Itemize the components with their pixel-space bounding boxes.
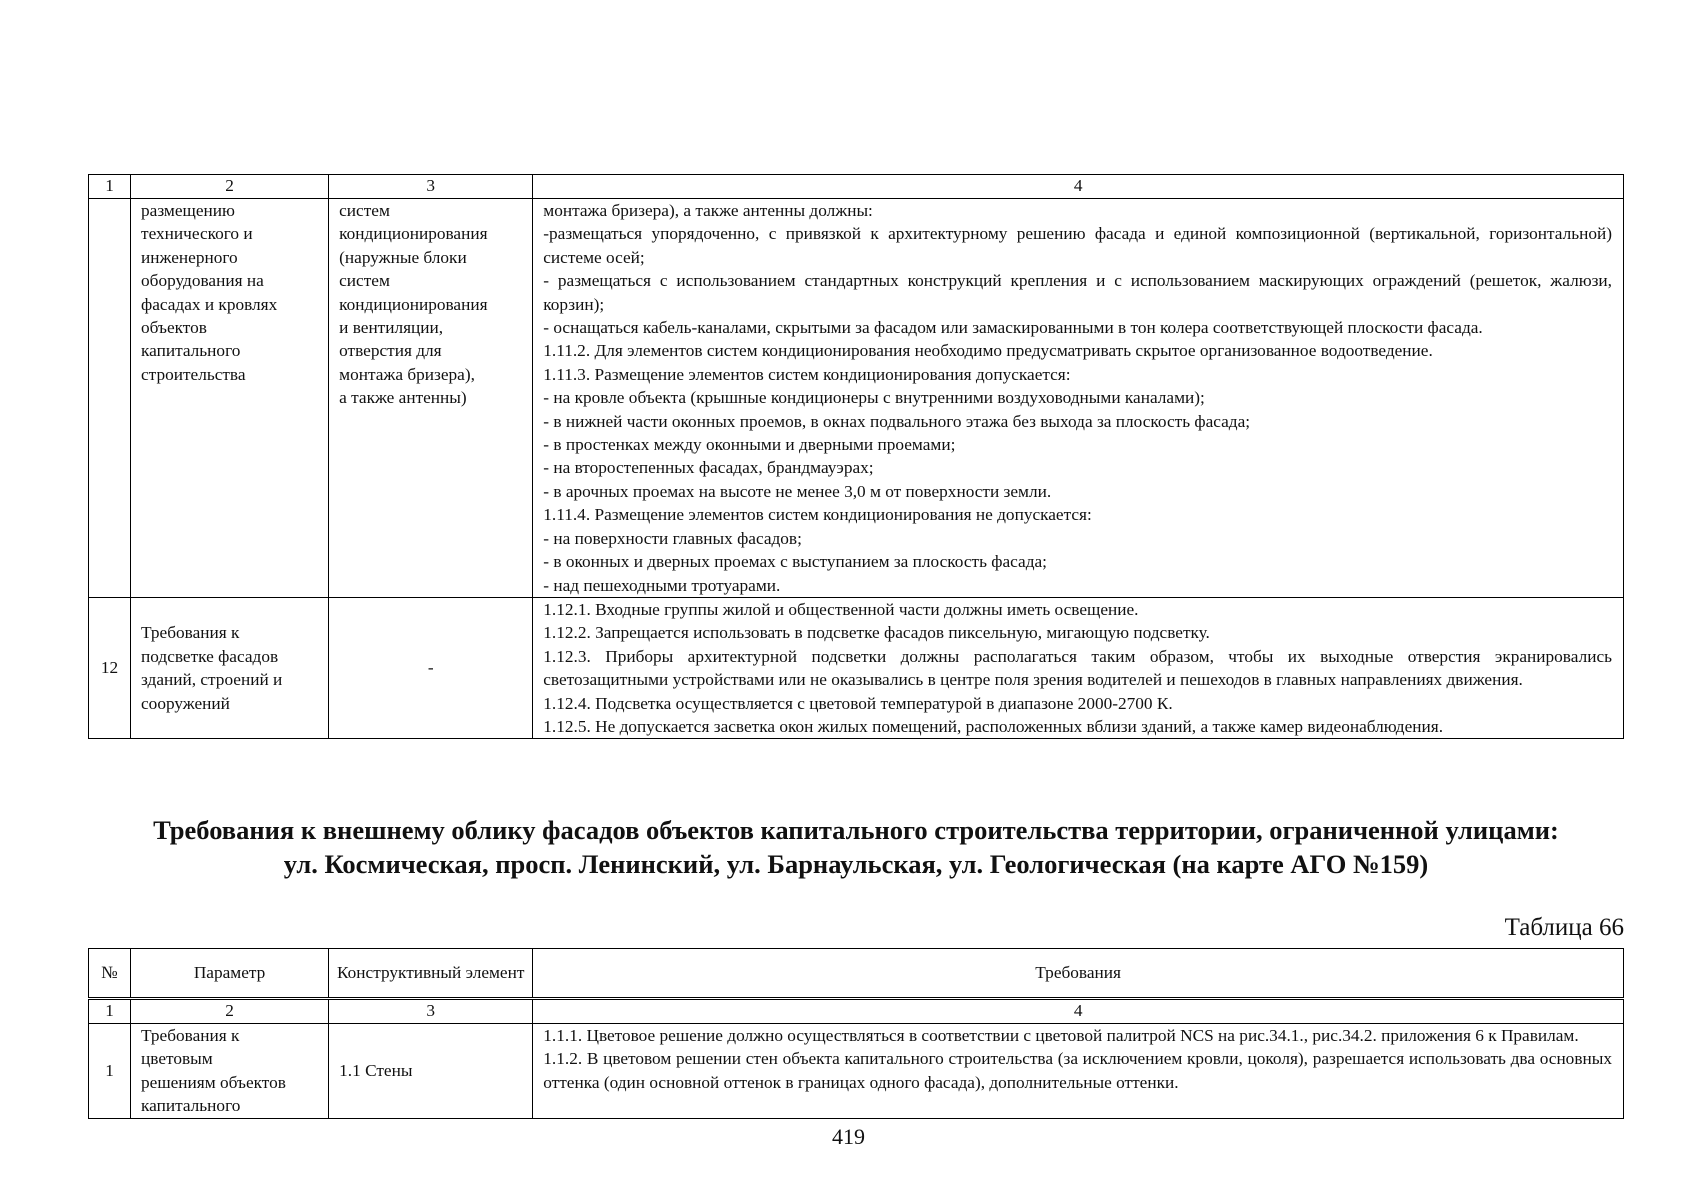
requirement-line: - в нижней части оконных проемов, в окнах подвального этажа без выхода за плоскость фасада; — [543, 411, 1251, 431]
col-num-1: 1 — [89, 175, 131, 199]
row-number-cell: 12 — [89, 597, 131, 738]
parameter-line: фасадах и кровлях — [141, 294, 278, 314]
parameter-line: решениям объектов — [141, 1072, 286, 1092]
requirement-line: - в арочных проемах на высоте не менее 3,0 м от поверхности земли. — [543, 481, 1052, 501]
parameter-line: размещению — [141, 201, 235, 220]
parameter-line: объектов — [141, 318, 207, 338]
col-num-3: 3 — [329, 999, 533, 1024]
page-number: 419 — [832, 1124, 865, 1149]
table-row — [89, 597, 1624, 738]
requirement-line: - на поверхности главных фасадов; — [543, 528, 802, 548]
requirement-line: - в оконных и дверных проемах с выступанием за плоскость фасада; — [543, 552, 1047, 572]
column-number-row — [89, 175, 1624, 199]
parameter-cell — [131, 199, 329, 598]
element-cell — [329, 199, 533, 598]
section-heading — [88, 813, 1624, 881]
requirement-line: - на кровле объекта (крышные кондиционеры с внутренними воздуховодными каналами); — [543, 388, 1205, 408]
table-row — [89, 1024, 1624, 1119]
parameter-line: капитального — [141, 341, 241, 361]
header-parameter: Параметр — [131, 949, 329, 999]
requirement-line: 1.12.1. Входные группы жилой и общественной части должны иметь освещение. — [543, 599, 1139, 619]
requirement-line: 1.12.4. Подсветка осуществляется с цветовой температурой в диапазоне 2000-2700 К. — [543, 693, 1173, 713]
parameter-line: оборудования на — [141, 271, 264, 291]
parameter-line: капитального — [141, 1096, 241, 1116]
element-line: а также антенны) — [339, 388, 467, 408]
row-number-cell — [89, 199, 131, 598]
parameter-line: цветовым — [141, 1049, 213, 1069]
parameter-line: Требования к — [141, 1026, 240, 1045]
parameter-line: подсветке фасадов — [141, 646, 279, 666]
parameter-line: Требования к — [141, 623, 240, 643]
element-line: кондиционирования — [339, 224, 488, 244]
requirement-line: 1.12.2. Запрещается использовать в подсветке фасадов пиксельную, мигающую подсветку. — [543, 623, 1210, 643]
parameter-line: технического и — [141, 224, 253, 244]
col-num-1: 1 — [89, 999, 131, 1024]
requirement-line: 1.11.4. Размещение элементов систем кондиционирования не допускается: — [543, 505, 1092, 525]
col-num-2: 2 — [131, 999, 329, 1024]
requirement-line: -размещаться упорядоченно, с привязкой к архитектурному решению фасада и единой композиционной (вертикальной, горизонтальной) системе осей; — [543, 224, 1612, 267]
element-cell: - — [329, 597, 533, 738]
requirement-line: 1.12.5. Не допускается засветка окон жилых помещений, расположенных вблизи зданий, а также камер видеонаблюдения. — [543, 716, 1444, 736]
header-element: Конструктивный элемент — [329, 949, 533, 999]
element-line: систем — [339, 201, 390, 220]
requirement-line: 1.1.2. В цветовом решении стен объекта капитального строительства (за исключением кровли, цоколя), разрешается использовать два основных оттенка (один основной оттенок в границах одного фасада), дополнительные оттенки. — [543, 1049, 1612, 1092]
element-line: монтажа бризера), — [339, 364, 475, 384]
requirement-line: 1.12.3. Приборы архитектурной подсветки должны располагаться таким образом, чтобы их выходные отверстия экранировались светозащитными устройствами или не оказывались в центре поля зрения водителей и пешеходов в главных направлениях движения. — [543, 646, 1612, 690]
requirements-cell — [533, 199, 1624, 598]
row-number-cell: 1 — [89, 1024, 131, 1119]
parameter-cell — [131, 597, 329, 738]
column-number-row — [89, 999, 1624, 1024]
requirement-line: - на второстепенных фасадах, брандмауэрах; — [543, 458, 874, 478]
section-heading-line: ул. Космическая, просп. Ленинский, ул. Барнаульская, ул. Геологическая (на карте АГО №159) — [283, 849, 1429, 879]
element-line: отверстия для — [339, 341, 442, 361]
element-line: (наружные блоки — [339, 247, 467, 267]
parameter-cell — [131, 1024, 329, 1119]
header-number: № — [89, 949, 131, 999]
parameter-line: инженерного — [141, 247, 238, 267]
table-row — [89, 199, 1624, 598]
section-heading-line: Требования к внешнему облику фасадов объектов капитального строительства территории, ограниченной улицами: — [153, 815, 1559, 845]
requirement-line: - размещаться с использованием стандартных конструкций крепления и с использованием маскирующих ограждений (решеток, жалюзи, корзин); — [543, 271, 1612, 314]
requirement-line: монтажа бризера), а также антенны должны: — [543, 201, 873, 220]
requirement-line: 1.1.1. Цветовое решение должно осуществляться в соответствии с цветовой палитрой NCS на рис.34.1., рис.34.2. приложения 6 к Правилам. — [543, 1026, 1579, 1045]
table-header-row — [89, 949, 1624, 999]
element-line: систем — [339, 271, 390, 291]
requirement-line: 1.11.2. Для элементов систем кондиционирования необходимо предусматривать скрытое организованное водоотведение. — [543, 341, 1433, 361]
col-num-4: 4 — [533, 175, 1624, 199]
parameter-line: сооружений — [141, 693, 230, 713]
requirement-line: - в простенках между оконными и дверными проемами; — [543, 435, 956, 455]
requirement-line: 1.11.3. Размещение элементов систем кондиционирования допускается: — [543, 364, 1071, 384]
element-line: кондиционирования — [339, 294, 488, 314]
col-num-2: 2 — [131, 175, 329, 199]
col-num-4: 4 — [533, 999, 1624, 1024]
parameter-line: строительства — [141, 364, 246, 384]
requirements-cell — [533, 1024, 1624, 1119]
requirement-line: - над пешеходными тротуарами. — [543, 575, 781, 595]
header-requirements: Требования — [533, 949, 1624, 999]
element-line: и вентиляции, — [339, 318, 444, 338]
col-num-3: 3 — [329, 175, 533, 199]
requirements-cell — [533, 597, 1624, 738]
table-caption: Таблица 66 — [1504, 914, 1624, 941]
requirement-line: - оснащаться кабель-каналами, скрытыми за фасадом или замаскированными в тон колера соответствующей плоскости фасада. — [543, 318, 1483, 338]
parameter-line: зданий, строений и — [141, 670, 283, 690]
requirements-table-66 — [88, 948, 1624, 1119]
requirements-table-continued — [88, 174, 1624, 739]
element-cell: 1.1 Стены — [329, 1024, 533, 1119]
